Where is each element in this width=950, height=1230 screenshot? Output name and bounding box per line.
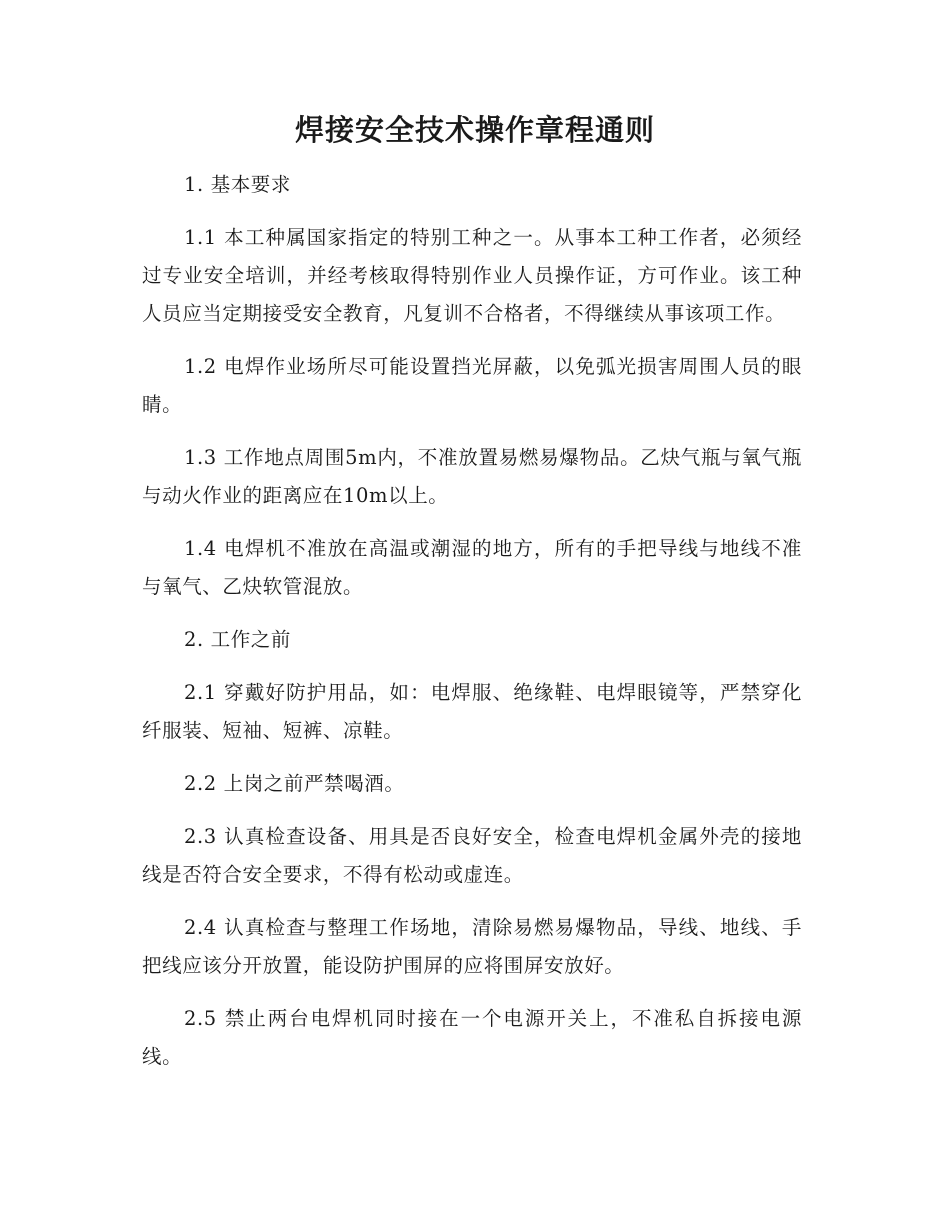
clause-2-5: 2.5 禁止两台电焊机同时接在一个电源开关上，不准私自拆接电源线。 — [142, 1007, 802, 1068]
clause-2-2: 2.2 上岗之前严禁喝酒。 — [184, 772, 405, 795]
document-title: 焊接安全技术操作章程通则 — [294, 113, 655, 147]
section-heading-1: 1. 基本要求 — [184, 173, 292, 196]
clause-2-4: 2.4 认真检查与整理工作场地，清除易燃易爆物品，导线、地线、手把线应该分开放置，能设防护围屏的应将围屏安放好。 — [142, 916, 802, 977]
document-body — [142, 166, 802, 1091]
clause-1-4: 1.4 电焊机不准放在高温或潮湿的地方，所有的手把导线与地线不准与氧气、乙炔软管混放。 — [142, 537, 802, 598]
clause-1-1: 1.1 本工种属国家指定的特别工种之一。从事本工种工作者，必须经过专业安全培训，并经考核取得特别作业人员操作证，方可作业。该工种人员应当定期接受安全教育，凡复训不合格者，不得继续从事该项工作。 — [142, 226, 802, 325]
clause-1-2: 1.2 电焊作业场所尽可能设置挡光屏蔽，以免弧光损害周围人员的眼睛。 — [142, 355, 802, 416]
clause-1-3: 1.3 工作地点周围5m内，不准放置易燃易爆物品。乙炔气瓶与氧气瓶与动火作业的距离应在10m以上。 — [142, 446, 802, 507]
section-heading-2: 2. 工作之前 — [184, 628, 292, 651]
clause-2-1: 2.1 穿戴好防护用品，如：电焊服、绝缘鞋、电焊眼镜等，严禁穿化纤服装、短袖、短裤、凉鞋。 — [142, 681, 802, 742]
clause-2-3: 2.3 认真检查设备、用具是否良好安全，检查电焊机金属外壳的接地线是否符合安全要求，不得有松动或虚连。 — [142, 825, 802, 886]
